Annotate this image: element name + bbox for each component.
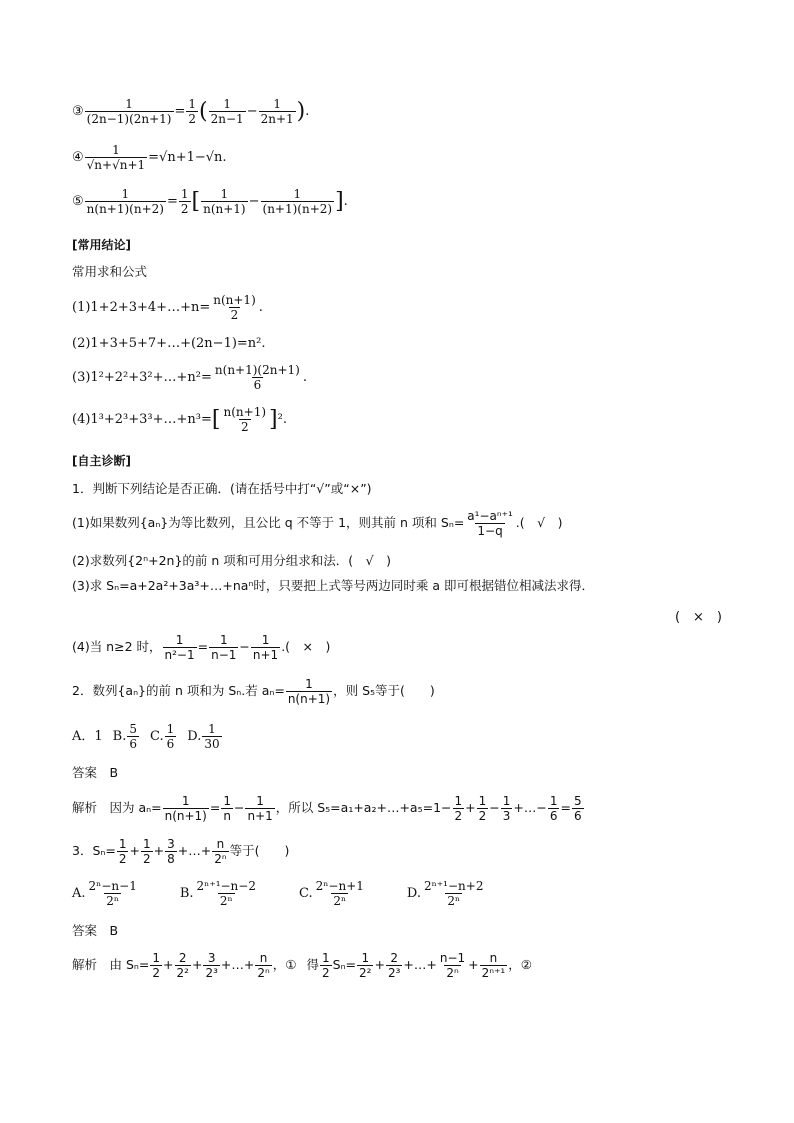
fraction: $\frac{1}{(2n-1)(2n+1)}$ [86,97,172,126]
formula-5: ⑤ $\frac{1}{n(n+1)(n+2)}$ = $\frac{1}{2}$ [ $\frac{1}{n(n+1)}$ − $\frac{1}{(n+1)(n+2)}$ ] . [72,187,348,216]
sum-formula-4: (4)1³+2³+3³+…+n³= [ $\frac{n(n+1)}{2}$ ] ². [72,405,287,434]
section-title-diagnosis: [自主诊断] [72,454,131,468]
question-3-title: 3．Sₙ= $\frac{1}{2}$ + $\frac{1}{2}$ + $\frac{3}{8}$ +…+ $\frac{n}{\text{2ⁿ}}$ 等于( ) [72,837,290,866]
question-1-item-3-mark: ( × ) [674,610,722,625]
question-3-explanation: 解析 由 Sₙ= $\frac{1}{2}$ + $\frac{2}{\text{2²}}$ + $\frac{3}{\text{2³}}$ +…+ $\frac{n}{\text{2ⁿ}}$ ，① 得 $\frac{1}{2}$ Sₙ= $\frac{1}{\text{2²}}$ + $\frac{2}{\text{2³}}$ +…+ $\frac{n-1}{\text{2ⁿ}}$ + $\frac{n}{\text{2ⁿ⁺¹}}$ ，② [72,951,532,980]
formula-3: ③ $\frac{1}{(2n-1)(2n+1)}$ = $\frac{1}{2}$ ( $\frac{1}{2n-1}$ − $\frac{1}{2n+1}$ ) . [72,97,310,126]
circle-3: ③ [72,104,84,119]
sum-formula-1: (1)1+2+3+4+…+n= $\frac{n(n+1)}{2}$ . [72,293,263,322]
sum-formula-title: 常用求和公式 [72,264,148,279]
question-2-explanation: 解析 因为 aₙ= $\frac{1}{n(n+1)}$ = $\frac{1}{n}$ − $\frac{1}{n+1}$ ，所以 S₅=a₁+a₂+…+a₅=1− $\frac{1}{2}$ + $\frac{1}{2}$ − $\frac{1}{3}$ +…− $\frac{1}{6}$ = $\frac{5}{6}$ [72,794,582,823]
question-1-item-3: (3)求 Sₙ=a+2a²+3a³+…+naⁿ时，只要把上式等号两边同时乘 a 即可根据错位相减法求得． [72,578,595,593]
question-1-item-1: (1)如果数列{aₙ}为等比数列，且公比 q 不等于 1，则其前 n 项和 Sₙ= $\frac{\text{a¹−aⁿ⁺¹}}{1-q}$ .( √ ) [72,509,563,538]
question-1-item-2: (2)求数列{2ⁿ+2n}的前 n 项和可用分组求和法．( √ ) [72,553,391,568]
sum-formula-2: (2)1+3+5+7+…+(2n−1)=n². [72,336,266,351]
formula-4: ④ $\frac{1}{√n+√n+1}$ =√n+1−√n. [72,143,227,172]
sum-formula-3: (3)1²+2²+3²+…+n²= $\frac{n(n+1)(2n+1)}{6}$ . [72,363,307,392]
question-2-options: A．1 B. $\frac{5}{6}$ C. $\frac{1}{6}$ D. $\frac{1}{30}$ [72,722,220,751]
question-2-title: 2．数列{aₙ}的前 n 项和为 Sₙ.若 aₙ= $\frac{1}{n(n+1)}$ ，则 S₅等于( ) [72,677,435,706]
question-3-answer: 答案 B [72,923,119,938]
question-3-options: A. $\frac{\text{2ⁿ−n−1}}{\text{2ⁿ}}$ B. $\frac{\text{2ⁿ⁺¹−n−2}}{\text{2ⁿ}}$ C. $\frac{\text{2ⁿ−n+1}}{\text{2ⁿ}}$ D. $\frac{\text{2ⁿ⁺¹−n+2}}{\text{2ⁿ}}$ [72,879,484,908]
section-title-conclusion: [常用结论] [72,238,131,252]
question-2-answer: 答案 B [72,765,119,780]
question-1-item-4: (4)当 n≥2 时， $\frac{1}{\text{n²−1}}$ = $\frac{1}{n-1}$ − $\frac{1}{n+1}$ .( × ) [72,633,331,662]
question-1-title: 1．判断下列结论是否正确．(请在括号中打“√”或“×”) [72,481,372,496]
